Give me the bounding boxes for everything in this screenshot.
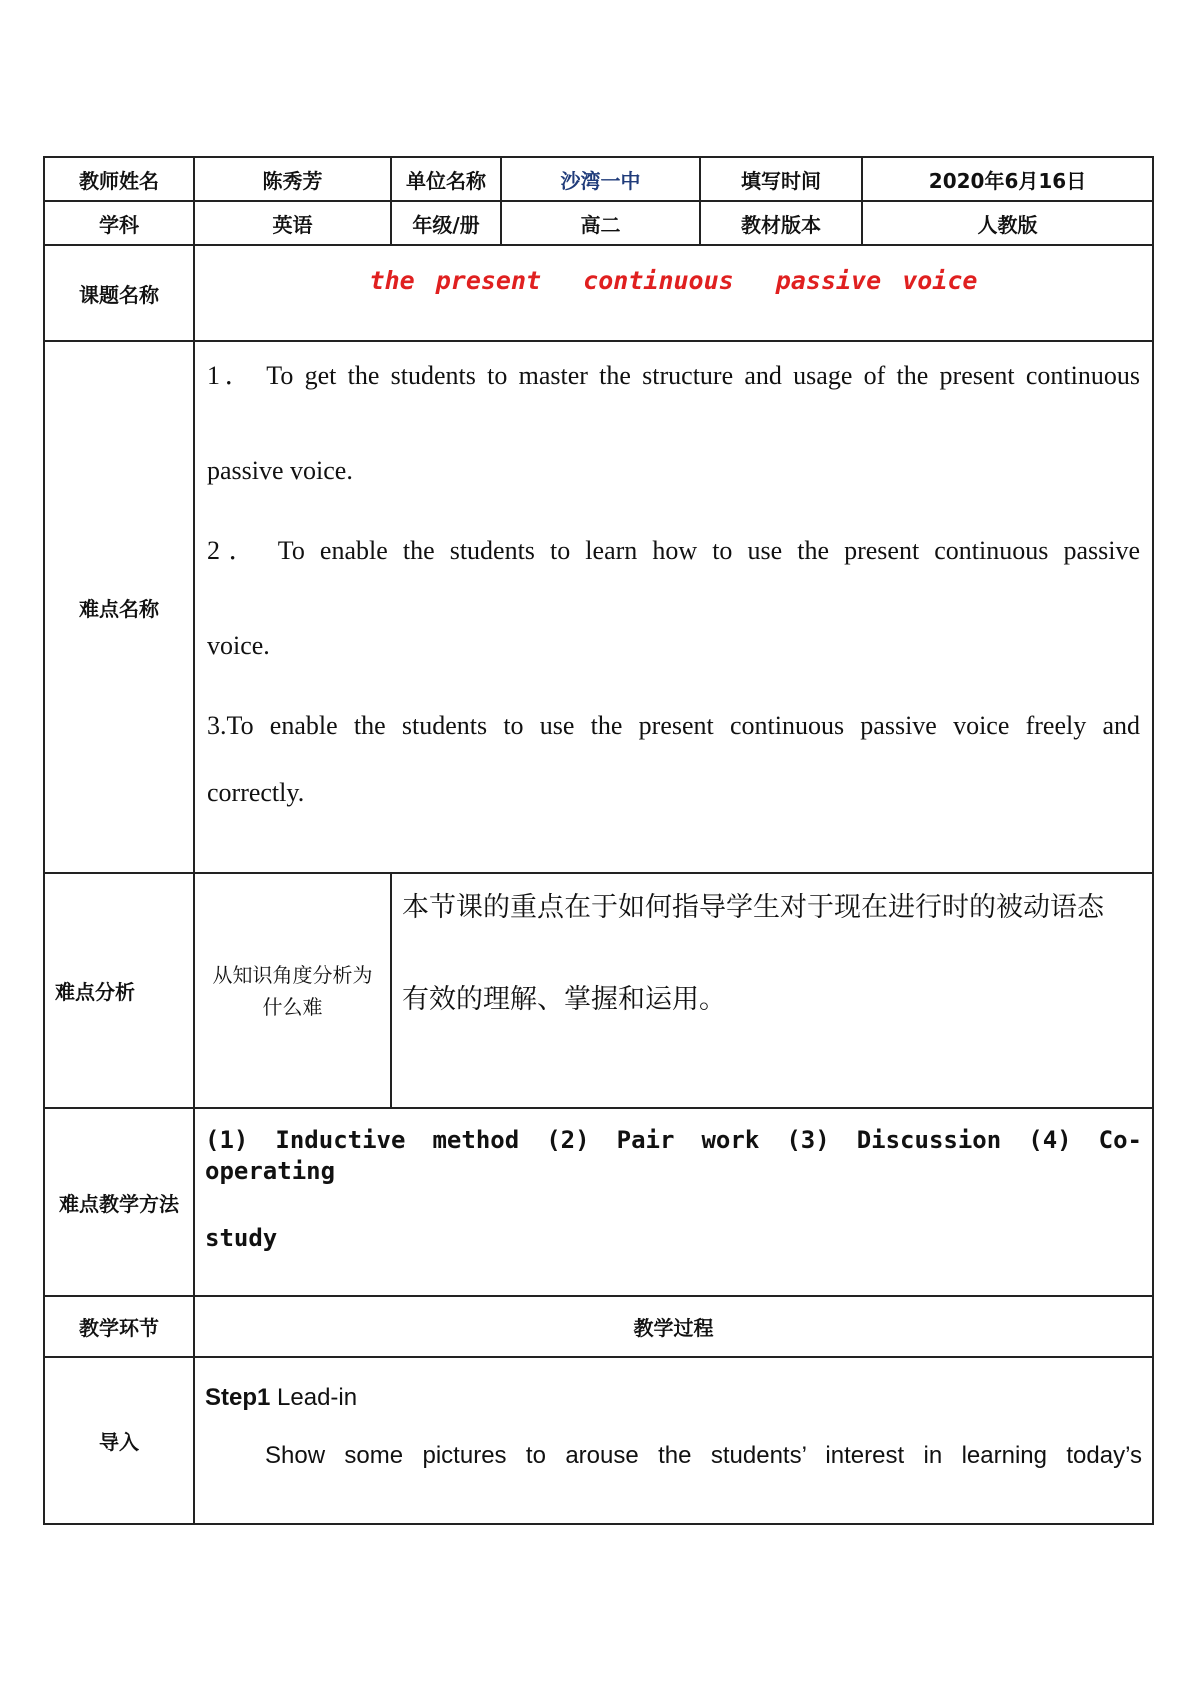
step-name: Lead-in: [270, 1384, 358, 1411]
intro-row: [44, 1357, 1153, 1524]
difficulty-item-1-cont: passive voice.: [207, 455, 353, 485]
difficulty-label: 难点名称: [44, 341, 194, 873]
analysis-line-1: 本节课的重点在于如何指导学生对于现在进行时的被动语态: [402, 892, 1104, 923]
date-label: 填写时间: [700, 157, 862, 201]
topic-row: [44, 245, 1153, 341]
header-row-1: [44, 157, 1153, 201]
difficulty-item-2: 2． To enable the students to learn how to use the present continuous passive: [207, 536, 1140, 565]
analysis-content: [391, 873, 1153, 1108]
analysis-label: 难点分析: [44, 873, 194, 1108]
process-label: 教学过程: [194, 1296, 1153, 1357]
topic-value: [194, 245, 1153, 341]
difficulty-item-2-cont: voice.: [207, 630, 270, 660]
analysis-row: [44, 873, 1153, 1108]
difficulty-item-3-cont: correctly.: [207, 777, 305, 807]
unit-label: 单位名称: [391, 157, 501, 201]
unit-value: 沙湾一中: [501, 157, 700, 201]
teacher-value: 陈秀芳: [194, 157, 391, 201]
subject-value: 英语: [194, 201, 391, 245]
method-row: [44, 1108, 1153, 1296]
method-label: 难点教学方法: [44, 1108, 194, 1296]
analysis-sub-label: 从知识角度分析为什么难: [194, 873, 391, 1108]
difficulty-item-3: 3.To enable the students to use the present continuous passive voice freely and: [207, 711, 1140, 740]
lesson-plan-table: [43, 156, 1154, 1525]
intro-content: [194, 1357, 1153, 1524]
topic-label: 课题名称: [44, 245, 194, 341]
step-title: Step1: [205, 1384, 271, 1411]
difficulty-row: [44, 341, 1153, 873]
date-value: 2020年6月16日: [862, 157, 1153, 201]
step-heading: [205, 1384, 1142, 1412]
stage-label: 教学环节: [44, 1296, 194, 1357]
textbook-value: 人教版: [862, 201, 1153, 245]
topic-text: the present continuous passive voice: [369, 266, 978, 295]
method-content: [194, 1108, 1153, 1296]
process-header-row: [44, 1296, 1153, 1357]
subject-label: 学科: [44, 201, 194, 245]
textbook-label: 教材版本: [700, 201, 862, 245]
step-text: Show some pictures to arouse the students’ interest in learning today’s: [265, 1442, 1142, 1469]
grade-label: 年级/册: [391, 201, 501, 245]
intro-label: 导入: [44, 1357, 194, 1524]
method-line-2: study: [205, 1224, 278, 1253]
grade-value: 高二: [501, 201, 700, 245]
teacher-label: 教师姓名: [44, 157, 194, 201]
difficulty-content: [194, 341, 1153, 873]
difficulty-item-1: 1． To get the students to master the structure and usage of the present continuous: [207, 361, 1140, 390]
analysis-line-2: 有效的理解、掌握和运用。: [402, 984, 726, 1016]
method-line-1: (1) Inductive method (2) Pair work (3) Discussion (4) Co-operating: [205, 1126, 1142, 1186]
header-row-2: [44, 201, 1153, 245]
